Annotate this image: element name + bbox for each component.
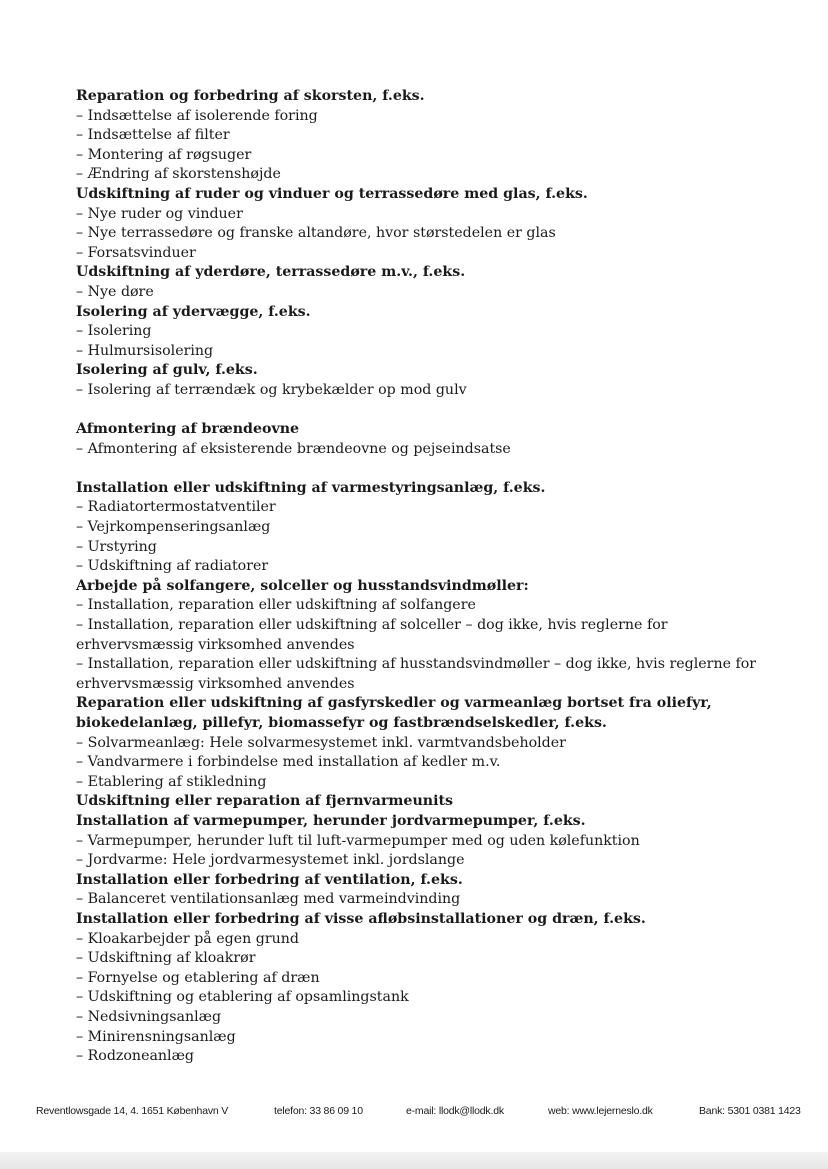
- section-heading: Installation eller forbedring af visse afløbsinstallationer og dræn, f.eks.: [76, 910, 646, 927]
- section-heading: Isolering af ydervægge, f.eks.: [76, 303, 311, 320]
- section-heading: Udskiftning eller reparation af fjernvarmeunits: [76, 793, 454, 810]
- list-item: – Minirensningsanlæg: [76, 1028, 236, 1045]
- list-item: – Solvarmeanlæg: Hele solvarmesystemet inkl. varmtvandsbeholder: [76, 734, 566, 751]
- scan-edge: [0, 1152, 828, 1169]
- list-item: – Varmepumper, herunder luft til luft-varmepumper med og uden kølefunktion: [76, 832, 640, 849]
- footer-email: e-mail: llodk@llodk.dk: [406, 1105, 504, 1117]
- list-item: – Vejrkompenseringsanlæg: [76, 519, 271, 536]
- section-heading: Udskiftning af yderdøre, terrassedøre m.v., f.eks.: [76, 264, 466, 281]
- list-item: – Etablering af stikledning: [76, 773, 267, 790]
- list-item: – Nye døre: [76, 283, 154, 300]
- list-item: – Indsættelse af filter: [76, 127, 230, 144]
- section-spacer: [76, 401, 776, 421]
- list-item: – Udskiftning af radiatorer: [76, 558, 269, 575]
- list-item: – Afmontering af eksisterende brændeovne og pejseindsatse: [76, 440, 511, 457]
- section-heading: Arbejde på solfangere, solceller og husstandsvindmøller:: [76, 577, 529, 594]
- list-item: – Nye ruder og vinduer: [76, 205, 243, 222]
- list-item: – Jordvarme: Hele jordvarmesystemet inkl. jordslange: [76, 852, 465, 869]
- list-item: – Vandvarmere i forbindelse med installation af kedler m.v.: [76, 754, 501, 771]
- list-item: – Hulmursisolering: [76, 342, 214, 359]
- footer-address: Reventlowsgade 14, 4. 1651 København V: [36, 1105, 229, 1117]
- section-heading: Installation af varmepumper, herunder jordvarmepumper, f.eks.: [76, 812, 586, 829]
- list-item: – Balanceret ventilationsanlæg med varmeindvinding: [76, 891, 461, 908]
- list-item: – Nedsivningsanlæg: [76, 1008, 222, 1025]
- list-item: – Udskiftning og etablering af opsamlingstank: [76, 989, 409, 1006]
- list-item: – Nye terrassedøre og franske altandøre, hvor størstedelen er glas: [76, 225, 556, 242]
- section-heading: Udskiftning af ruder og vinduer og terrassedøre med glas, f.eks.: [76, 185, 588, 202]
- footer-web: web: www.lejerneslo.dk: [548, 1105, 653, 1117]
- section-spacer: [76, 459, 776, 479]
- section-heading: Installation eller udskiftning af varmestyringsanlæg, f.eks.: [76, 479, 546, 496]
- list-item: – Kloakarbejder på egen grund: [76, 930, 300, 947]
- list-item: – Montering af røgsuger: [76, 146, 252, 163]
- list-item: – Installation, reparation eller udskiftning af solceller – dog ikke, hvis reglerne for erhvervsmæssig virksomhed anvendes: [76, 617, 668, 653]
- list-item: – Ændring af skorstenshøjde: [76, 166, 281, 183]
- section-heading: Reparation eller udskiftning af gasfyrskedler og varmeanlæg bortset fra oliefyr, biokedelanlæg, pillefyr, biomassefyr og fastbrændselskedler, f.eks.: [76, 695, 712, 731]
- footer-phone: telefon: 33 86 09 10: [274, 1105, 363, 1117]
- list-item: – Installation, reparation eller udskiftning af solfangere: [76, 597, 476, 614]
- list-item: – Forsatsvinduer: [76, 244, 196, 261]
- footer-bank: Bank: 5301 0381 1423: [699, 1105, 801, 1117]
- section-heading: Isolering af gulv, f.eks.: [76, 362, 258, 379]
- list-item: – Installation, reparation eller udskiftning af husstandsvindmøller – dog ikke, hvis reglerne for erhvervsmæssig virksomhed anvendes: [76, 656, 757, 692]
- list-item: – Urstyring: [76, 538, 157, 555]
- list-item: – Isolering af terrændæk og krybekælder op mod gulv: [76, 381, 467, 398]
- section-heading: Installation eller forbedring af ventilation, f.eks.: [76, 871, 463, 888]
- section-heading: Afmontering af brændeovne: [76, 421, 300, 438]
- list-item: – Radiatortermostatventiler: [76, 499, 276, 516]
- document-body: [76, 87, 776, 1067]
- list-item: – Isolering: [76, 323, 152, 340]
- section-heading: Reparation og forbedring af skorsten, f.eks.: [76, 88, 425, 104]
- list-item: – Indsættelse af isolerende foring: [76, 107, 318, 124]
- list-item: – Fornyelse og etablering af dræn: [76, 969, 320, 986]
- list-item: – Udskiftning af kloakrør: [76, 950, 256, 967]
- list-item: – Rodzoneanlæg: [76, 1048, 195, 1065]
